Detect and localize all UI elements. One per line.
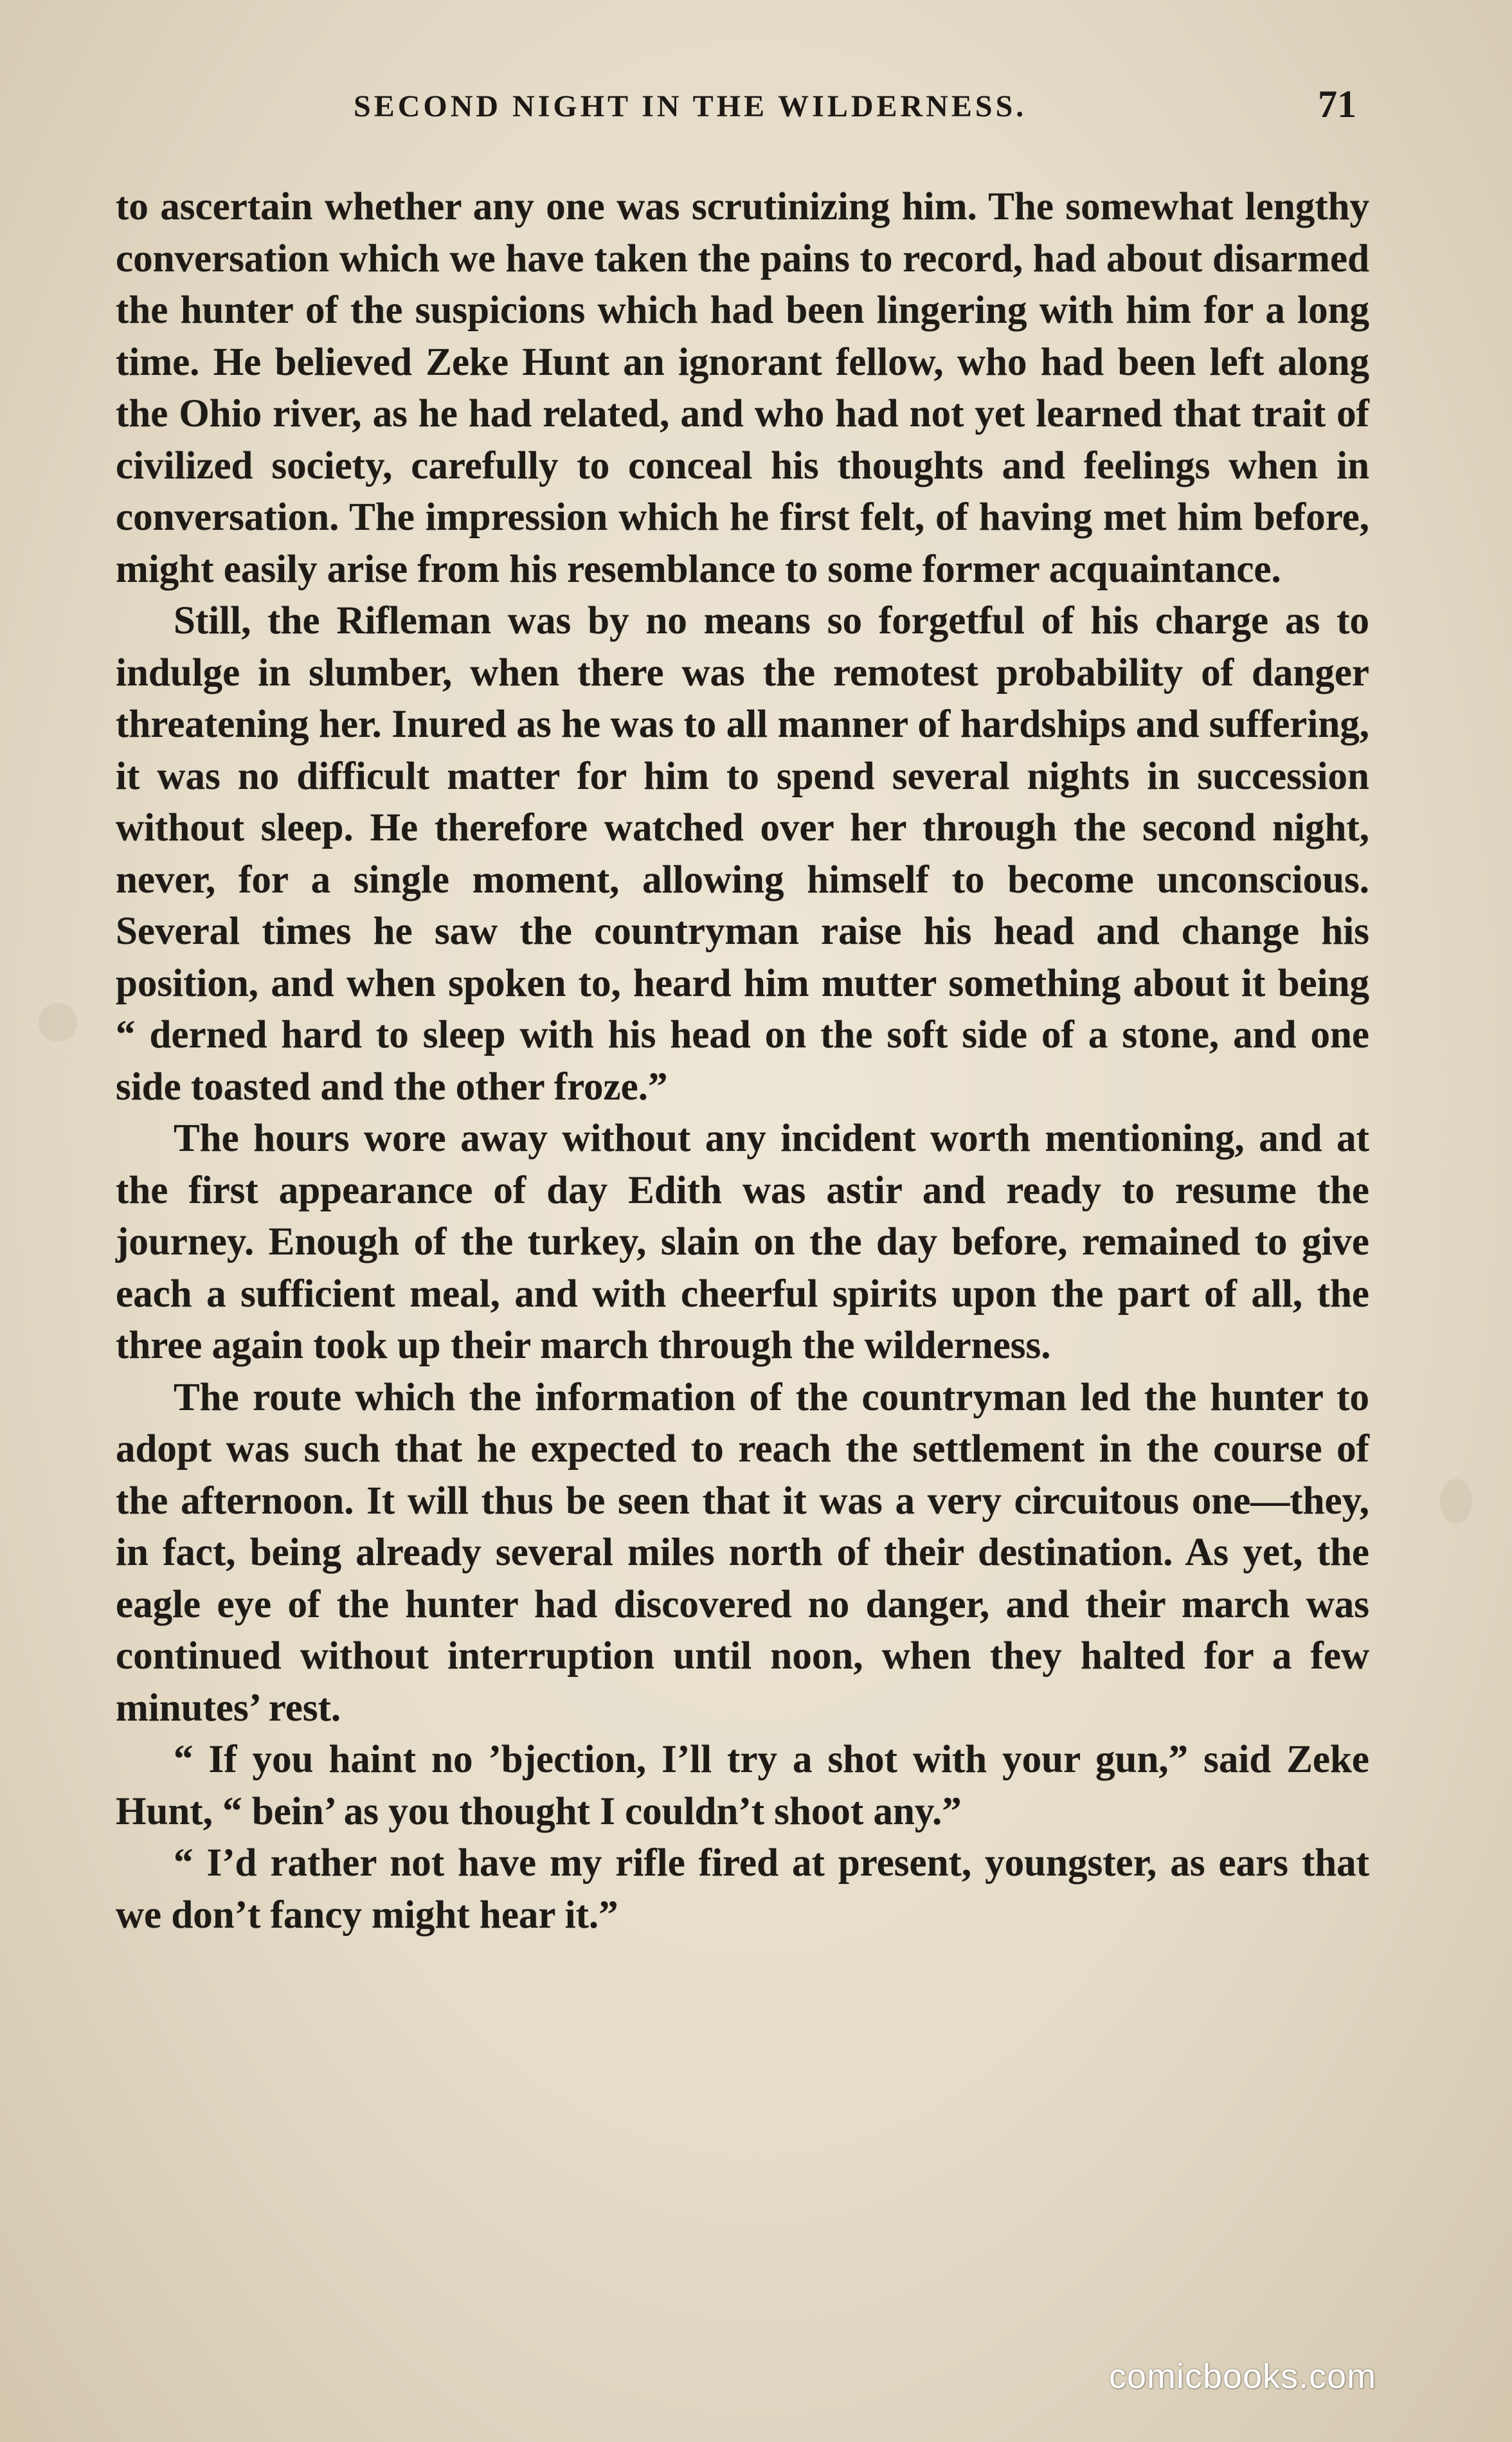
- paragraph: Still, the Rifleman was by no means so forgetful of his charge as to indulge in slumber, when there was the remotest probability of danger threatening her. Inured as he was to all manner of hardships and suffering, it was no difficult matter for him to spend several nights in succession without sleep. He therefore watched over her through the second night, never, for a single moment, allowing himself to become unconscious. Several times he saw the countryman raise his head and change his position, and when spoken to, heard him mutter something about it being “ derned hard to sleep with his head on the soft side of a stone, and one side toasted and the other froze.”: [116, 599, 1369, 1108]
- paragraph: The route which the information of the countryman led the hunter to adopt was such that he expected to reach the settlement in the course of the afternoon. It will thus be seen that it was a very circuitous one—they, in fact, being already several miles north of their destination. As yet, the eagle eye of the hunter had discovered no danger, and their march was continued without interruption until noon, when they halted for a few minutes’ rest.: [116, 1375, 1369, 1730]
- page-header: [0, 77, 1512, 135]
- page-number: 71: [1318, 83, 1356, 125]
- paragraph: “ I’d rather not have my rifle fired at present, youngster, as ears that we don’t fancy might hear it.”: [116, 1841, 1369, 1937]
- paragraph: to ascertain whether any one was scrutinizing him. The somewhat lengthy conversation which we have taken the pains to record, had about disarmed the hunter of the suspicions which had been lingering with him for a long time. He believed Zeke Hunt an ignorant fellow, who had been left along the Ohio river, as he had related, and who had not yet learned that trait of civilized society, carefully to conceal his thoughts and feelings when in conversation. The impression which he first felt, of having met him before, might easily arise from his resemblance to some former acquaintance.: [116, 185, 1369, 591]
- paper-stain: [39, 1003, 77, 1042]
- paragraph: “ If you haint no ’bjection, I’ll try a shot with your gun,” said Zeke Hunt, “ bein’ as you thought I couldn’t shoot any.”: [116, 1738, 1369, 1833]
- body-text: [116, 181, 1369, 1941]
- watermark: comicbooks.com: [1109, 2357, 1377, 2396]
- paragraph: The hours wore away without any incident worth mentioning, and at the first appearance of day Edith was astir and ready to resume the journey. Enough of the turkey, slain on the day before, remained to give each a sufficient meal, and with cheerful spirits upon the part of all, the three again took up their march through the wilderness.: [116, 1117, 1369, 1367]
- paper-stain: [1440, 1479, 1472, 1524]
- running-head: SECOND NIGHT IN THE WILDERNESS.: [354, 89, 1027, 123]
